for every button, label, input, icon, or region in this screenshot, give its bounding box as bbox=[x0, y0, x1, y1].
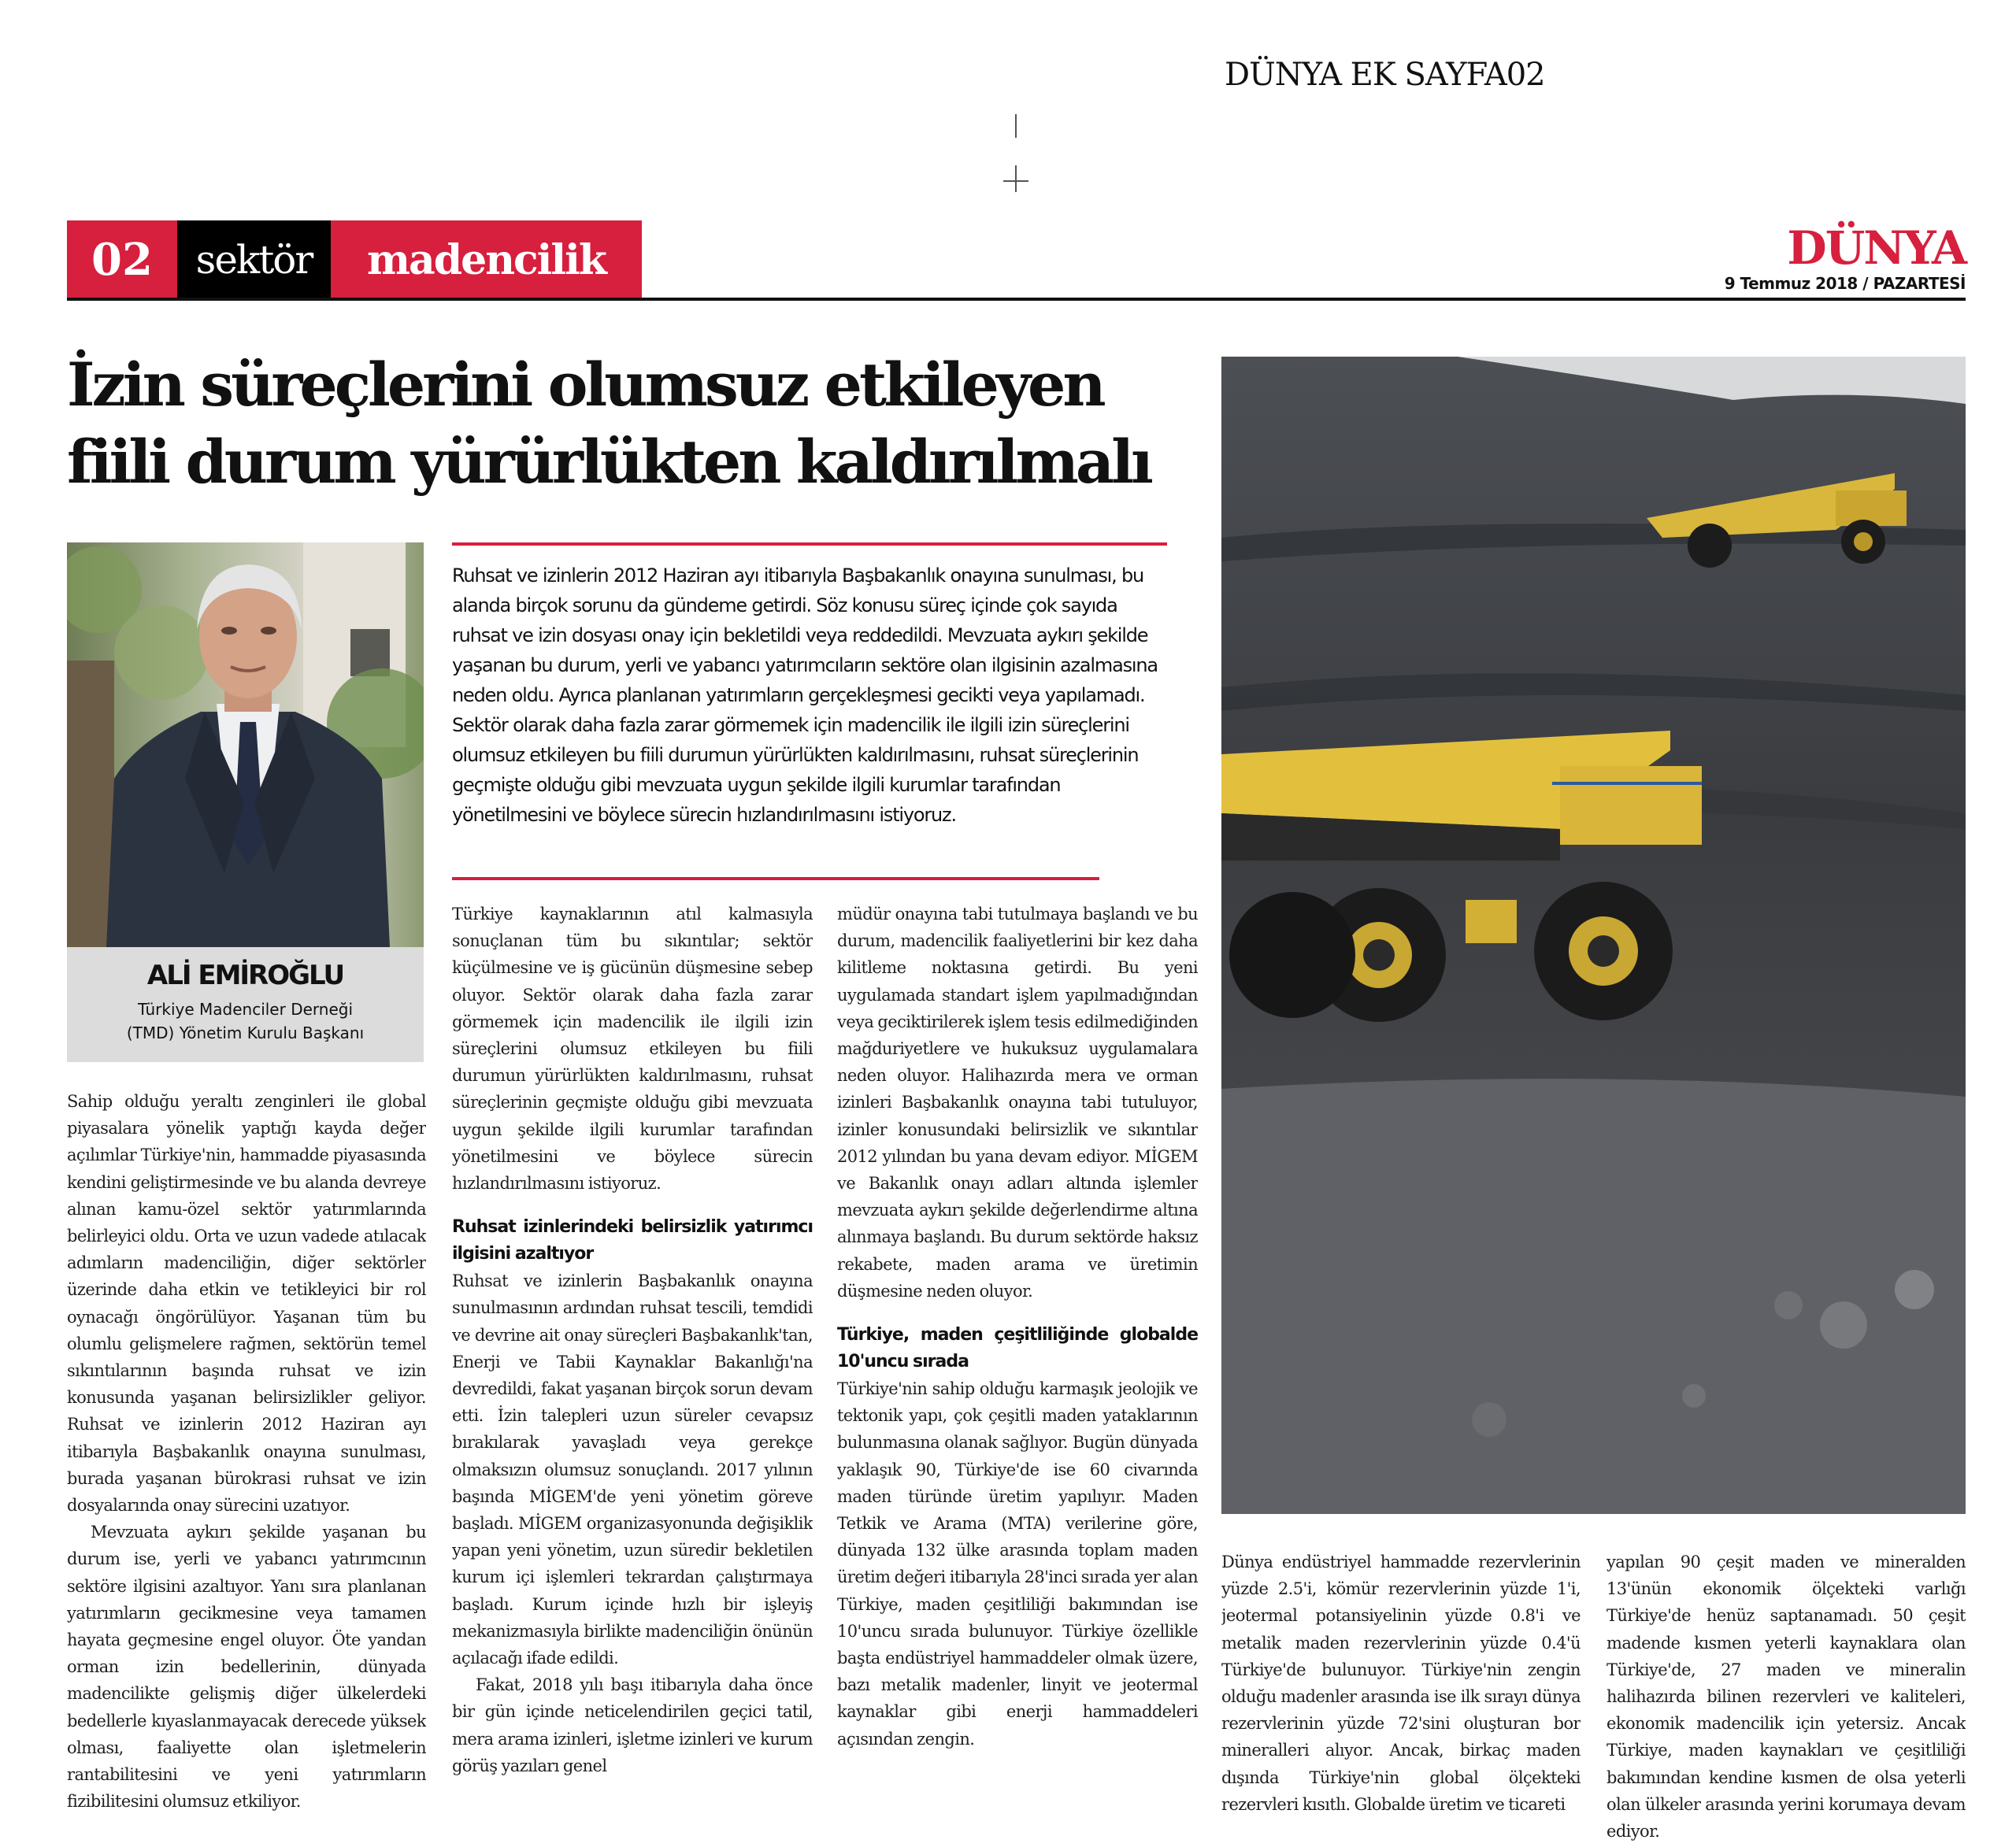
article-column-5 bbox=[1606, 1549, 1966, 1844]
paragraph: Ruhsat ve izinlerin Başbakanlık onayına sunulmasının ardından ruhsat tescili, temdidi ve devrine ait onay süreçleri Başbakanlık'tan, Enerji ve Tabii Kaynaklar Bakanlığı'na devredildi, fakat yaşanan birçok sorun devam etti. İzin talepleri uzun süreler cevapsız bırakılarak yavaşladı veya gerekçe olmaksızın olumsuz sonuçlandı. 2017 yılının başında MİGEM'de yeni yönetim göreve başladı. MİGEM organizasyonunda değişiklik yapan yeni yönetim, uzun süredir bekletilen kurum içi işlemleri tekrardan çalıştırmaya başladı. Kurum içinde hızlı bir işleyiş mekanizmasıyla birlikte madenciliğin önünün açılacağı ifade edildi. bbox=[452, 1271, 813, 1668]
headline bbox=[67, 346, 1201, 501]
issue-date: 9 Temmuz 2018 / PAZARTESİ bbox=[1724, 274, 1966, 293]
headline-line-1: İzin süreçlerini olumsuz etkileyen bbox=[67, 350, 1103, 420]
portrait-caption bbox=[67, 947, 424, 1062]
article-column-3 bbox=[837, 901, 1198, 1844]
headline-line-2: fiili durum yürürlükten kaldırılmalı bbox=[67, 427, 1151, 497]
paragraph: müdür onayına tabi tutulmaya başlandı ve bu durum, madencilik faaliyetlerini bir kez daha kilitleme noktasına getirdi. Bu yeni uygulamada standart işlem yapılmadığından veya geciktirilerek işlem tesis edilmediğinden mağduriyetlere ve hukuksuz uygulamalara neden oluyor. Halihazırda mera ve orman izinleri Başbakanlık onayına tabi tutuluyor, izinler konusundaki belirsizlik ve sıkıntılar 2012 yılından bu yana devam ediyor. MİGEM ve Bakanlık onayı adları altında işlemler mevzuata aykırı şekilde değerlendirme altına alınmaya başlandı. Bu durum sektörde haksız rekabete, maden arama ve üretimin düşmesine neden oluyor. bbox=[837, 905, 1198, 1301]
header-rule bbox=[67, 298, 1966, 301]
crop-mark-top bbox=[1015, 114, 1017, 138]
paragraph: Mevzuata aykırı şekilde yaşanan bu durum ise, yerli ve yabancı yatırımcının sektöre ilgisini azaltıyor. Yanı sıra planlanan yatırımların gecikmesine veya tamamen hayata geçmesine engel oluyor. Öte yandan orman izin bedellerinin, dünyada madencilikte gelişmiş diğer ülkelerdeki bedellerle kıyaslanmayacak derecede yüksek olması, faaliyette olan işletmelerin rantabilitesini ve yeni yatırımların fizibilitesini olumsuz etkiliyor. bbox=[67, 1523, 426, 1812]
article-column-1 bbox=[67, 1088, 426, 1844]
pullquote-bottom-rule bbox=[452, 877, 1099, 880]
crop-mark-cross-horizontal bbox=[1003, 180, 1028, 182]
person-name: ALİ EMİROĞLU bbox=[146, 960, 344, 991]
paragraph: Fakat, 2018 yılı başı itibarıyla daha önce bir gün içinde neticelendirilen geçici tatil, mera arama izinleri, işletme izinleri ve kurum görüş yazıları genel bbox=[452, 1675, 813, 1775]
paragraph: Türkiye kaynaklarının atıl kalmasıyla sonuçlanan tüm bu sıkıntılar; sektör küçülmesine ve iş gücünün düşmesine sebep oluyor. Sektör olarak daha fazla zarar görmemek için madencilik ile ilgili izin süreçlerini olumsuz etkileyen bu fiili durumun yürürlükten kaldırılmasını, ruhsat süreçlerinin geçmişte olduğu gibi mevzuata uygun şekilde ilgili kurumlar tarafından yönetilmesini ve böylece sürecin hızlandırılmasını istiyoruz. bbox=[452, 905, 813, 1194]
pullquote-top-rule bbox=[452, 542, 1167, 546]
person-role-line-2: (TMD) Yönetim Kurulu Başkanı bbox=[126, 1023, 365, 1042]
crop-mark-cross-vertical bbox=[1015, 165, 1017, 192]
paragraph: yapılan 90 çeşit maden ve mineralden 13'ünün ekonomik ölçekteki varlığı Türkiye'de henüz saptanamadı. 50 çeşit madende kısmen yeterli kaynaklara olan Türkiye'de, 27 maden ve mineralin halihazırda bilinen rezervleri ve kaliteleri, ekonomik madencilik için yetersiz. Ancak Türkiye, maden kaynakları ve çeşitliliği bakımından kendine kısmen de olsa yeterli olan ülkeler arasında yerini korumaya devam ediyor. bbox=[1606, 1553, 1966, 1841]
section-bar bbox=[67, 220, 642, 299]
article-column-4 bbox=[1221, 1549, 1581, 1844]
section-category: sektör bbox=[177, 220, 331, 299]
article-column-2 bbox=[452, 901, 813, 1844]
subheading: Türkiye, maden çeşitliliğinde globalde 10'uncu sırada bbox=[837, 1325, 1198, 1372]
mining-trucks-photo bbox=[1221, 357, 1966, 1514]
pull-quote-text: Ruhsat ve izinlerin 2012 Haziran ayı itibarıyla Başbakanlık onayına sunulması, bu alanda birçok sorunu da gündeme getirdi. Söz konusu süreç içinde çok sayıda ruhsat ve izin dosyası onay için bekletildi veya reddedildi. Mevzuata aykırı şekilde yaşanan bu durum, yerli ve yabancı yatırımcıların sektöre olan ilgisinin azalmasına neden oldu. Ayrıca planlanan yatırımların gerçekleşmesi gecikti veya yapılamadı. Sektör olarak daha fazla zarar görmemek için madencilik ile ilgili izin süreçlerini olumsuz etkileyen bu fiili durumun yürürlükten kaldırılmasını, ruhsat süreçlerinin geçmişte olduğu gibi mevzuata uygun şekilde ilgili kurumlar tarafından yönetilmesini ve böylece sürecin hızlandırılmasını istiyoruz. bbox=[452, 564, 1158, 826]
portrait-photo bbox=[67, 542, 424, 947]
paragraph: Sahip olduğu yeraltı zenginleri ile global piyasalara yönelik yaptığı kayda değer açılımlar Türkiye'nin, hammadde piyasasında kendini geliştirmesinde ve bu alanda devreye alınan kamu-özel sektör yatırımlarında belirleyici oldu. Orta ve uzun vadede atılacak adımların madenciliğin, diğer sektörler üzerinde daha etkin ve tetikleyici bir rol oynacağı öngörülüyor. Yaşanan tüm bu olumlu gelişmelere rağmen, sektörün temel sıkıntılarının başında ruhsat ve izin konusunda yaşanan belirsizlikler geliyor. Ruhsat ve izinlerin 2012 Haziran ayı itibarıyla Başbakanlık onayına sunulması, burada yaşanan bürokrasi ruhsat ve izin dosyalarında onay sürecini uzatıyor. bbox=[67, 1092, 426, 1516]
masthead-logo: DÜNYA bbox=[1787, 221, 1966, 275]
paragraph: Türkiye'nin sahip olduğu karmaşık jeolojik ve tektonik yapı, çok çeşitli maden yataklarının bulunmasına olanak sağlıyor. Bugün dünyada yaklaşık 90, Türkiye'de ise 60 civarında maden türünde üretim yapılıyır. Maden Tetkik ve Arama (MTA) verilerine göre, dünyada 132 ülke arasında toplam maden üretim değeri itibarıyla 28'inci sırada yer alan Türkiye, maden çeşitliliği bakımından ise 10'uncu sırada bulunuyor. Türkiye özellikle başta endüstriyel hammaddeler olmak üzere, bazı metalik madenler, linyit ve jeotermal kaynaklar gibi enerji hammaddeleri açısından zengin. bbox=[837, 1379, 1198, 1749]
mining-trucks-photo-icon bbox=[1221, 357, 1966, 1514]
section-number: 02 bbox=[67, 220, 177, 299]
paragraph: Dünya endüstriyel hammadde rezervlerinin yüzde 2.5'i, kömür rezervlerinin yüzde 1'i, jeotermal potansiyelinin yüzde 0.8'i ve metalik maden rezervlerinin yüzde 0.4'ü Türkiye'de bulunuyor. Türkiye'nin zengin olduğu madenler arasında ise ilk sırayı dünya rezervlerinin yüzde 72'sini oluşturan bor mineralleri alıyor. Ancak, birkaç maden dışında Türkiye'nin global ölçekteki rezervleri kısıtlı. Globalde üretim ve ticareti bbox=[1221, 1553, 1581, 1814]
page-label: DÜNYA EK SAYFA02 bbox=[1225, 57, 1545, 93]
subheading: Ruhsat izinlerindeki belirsizlik yatırımcı ilgisini azaltıyor bbox=[452, 1217, 813, 1264]
person-role bbox=[67, 998, 424, 1045]
pull-quote bbox=[452, 561, 1169, 868]
portrait-photo-icon bbox=[67, 542, 424, 947]
person-role-line-1: Türkiye Madenciler Derneği bbox=[138, 1000, 353, 1019]
section-topic: madencilik bbox=[331, 220, 642, 299]
